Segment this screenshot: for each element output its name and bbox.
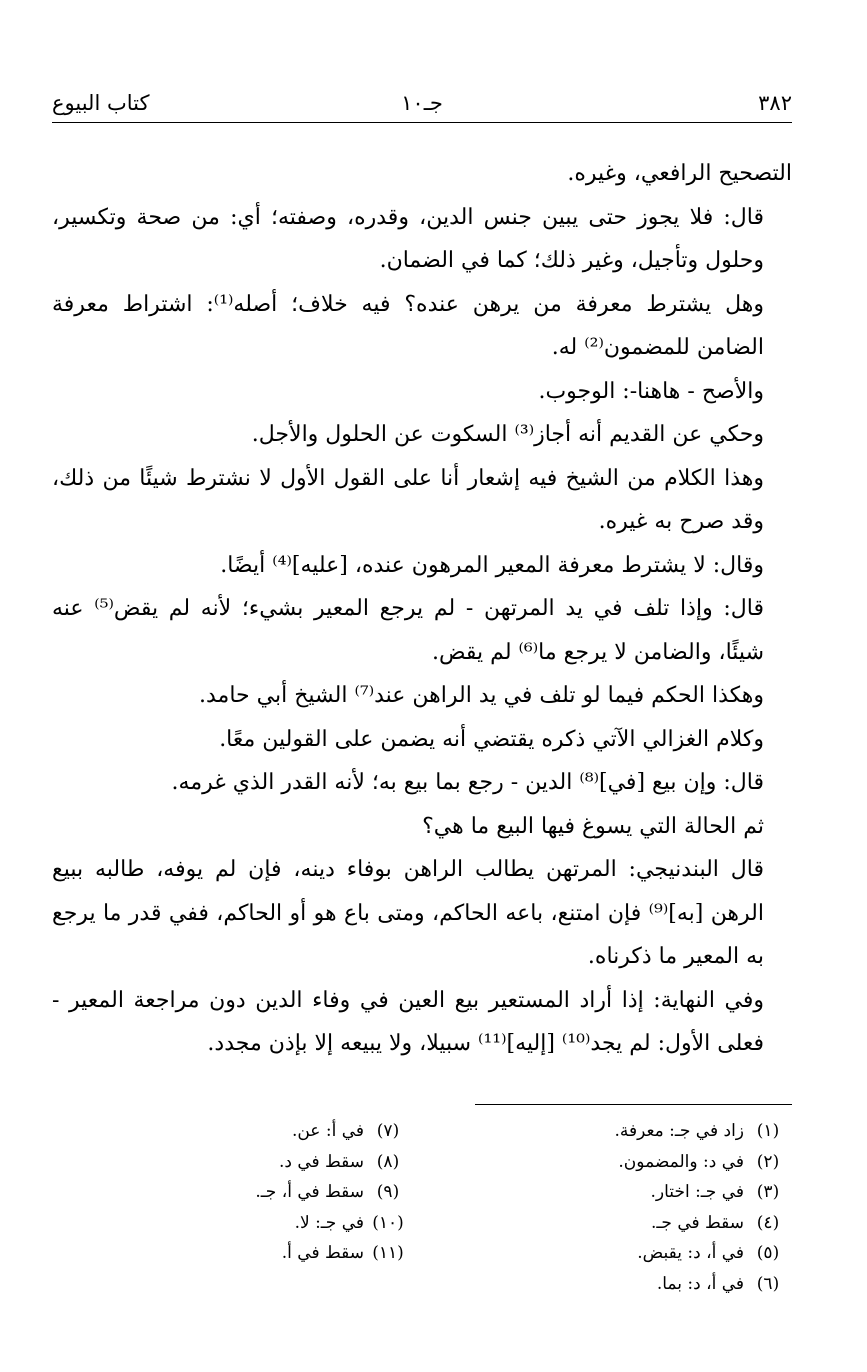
footnote [52, 1147, 412, 1178]
footnote-number: (٧) [376, 1121, 400, 1141]
footnote-text: في أ، د: يقبض. [637, 1243, 744, 1263]
paragraph: وهكذا الحكم فيما لو تلف في يد الراهن عند⁽⁷⁾ الشيخ أبي حامد. [199, 683, 764, 708]
paragraph: قال البندنيجي: المرتهن يطالب الراهن بوفاء دينه، فإن لم يوفه، طالبه ببيع الرهن [به]⁽⁹⁾ فإن امتنع، باعه الحاكم، ومتى باع هو أو الحاكم، ففي قدر ما يرجع به المعير ما ذكرناه. [52, 857, 764, 969]
footnote [432, 1116, 792, 1147]
paragraph: وقال: لا يشترط معرفة المعير المرهون عنده، [عليه]⁽⁴⁾ أيضًا. [220, 552, 764, 578]
running-header [52, 86, 792, 120]
header-rule [52, 122, 792, 123]
paragraph: وهل يشترط معرفة من يرهن عنده؟ فيه خلاف؛ أصله⁽¹⁾: اشتراط معرفة الضامن للمضمون⁽²⁾ له. [52, 291, 764, 360]
footnote [52, 1238, 412, 1269]
footnote-number: (٩) [376, 1182, 400, 1202]
footnote [52, 1177, 412, 1208]
footnote [432, 1147, 792, 1178]
footnote [432, 1177, 792, 1208]
main-text [52, 152, 792, 1066]
paragraph: قال: فلا يجوز حتى يبين جنس الدين، وقدره، وصفته؛ أي: من صحة وتكسير، وحلول وتأجيل، وغير ذلك؛ كما في الضمان. [52, 204, 764, 273]
paragraph: التصحيح الرافعي، وغيره. [567, 161, 792, 186]
footnote-number: (١٠) [372, 1212, 404, 1233]
footnote [432, 1238, 792, 1269]
footnote-text: في د: والمضمون. [618, 1151, 744, 1172]
footnote [52, 1208, 412, 1239]
footnote-number: (٤) [756, 1212, 780, 1233]
footnote [52, 1116, 412, 1147]
footnote-text: في جـ: اختار. [650, 1182, 744, 1202]
footnote-text: في أ: عن. [291, 1121, 364, 1141]
paragraph: وحكي عن القديم أنه أجاز⁽³⁾ السكوت عن الحلول والأجل. [251, 422, 764, 447]
footnote-text: سقط في د. [278, 1151, 364, 1172]
volume-label: جـ١٠ [401, 91, 443, 115]
footnote-text: سقط في أ، جـ. [255, 1182, 364, 1202]
footnote-number: (١) [756, 1121, 780, 1141]
paragraph: وهذا الكلام من الشيخ فيه إشعار أنا على القول الأول لا نشترط شيئًا من ذلك، وقد صرح به غيره. [52, 465, 764, 534]
paragraph: قال: وإذا تلف في يد المرتهن - لم يرجع المعير بشيء؛ لأنه لم يقض⁽⁵⁾ عنه شيئًا، والضامن لا يرجع ما⁽⁶⁾ لم يقض. [52, 596, 764, 665]
footnote-text: في أ، د: بما. [656, 1273, 744, 1294]
footnote-number: (٨) [376, 1151, 400, 1172]
footnote-text: زاد في جـ: معرفة. [614, 1121, 744, 1141]
footnote-text: سقط في جـ. [651, 1212, 744, 1233]
footnote [432, 1269, 792, 1300]
footnote-number: (٢) [756, 1151, 780, 1172]
footnotes-column-right [432, 1116, 792, 1299]
footnote-number: (٣) [756, 1182, 780, 1202]
footnotes-column-left [52, 1116, 412, 1269]
book-title: كتاب البيوع [52, 91, 150, 115]
paragraph: وكلام الغزالي الآتي ذكره يقتضي أنه يضمن على القولين معًا. [219, 726, 764, 752]
page-number: ٣٨٢ [758, 91, 792, 115]
paragraph: والأصح - هاهنا-: الوجوب. [538, 378, 764, 404]
footnote-text: في جـ: لا. [294, 1212, 364, 1233]
footnote-number: (٥) [756, 1243, 780, 1263]
footnote-text: سقط في أ. [281, 1243, 364, 1263]
footnote-rule [475, 1104, 792, 1105]
footnote-number: (١١) [372, 1243, 404, 1263]
paragraph: وفي النهاية: إذا أراد المستعير بيع العين في وفاء الدين دون مراجعة المعير - فعلى الأول: لم يجد⁽¹⁰⁾ [إليه]⁽¹¹⁾ سبيلا، ولا يبيعه إلا بإذن مجدد. [52, 987, 764, 1056]
footnote-number: (٦) [756, 1273, 780, 1294]
footnote [432, 1208, 792, 1239]
paragraph: قال: وإن بيع [في]⁽⁸⁾ الدين - رجع بما بيع به؛ لأنه القدر الذي غرمه. [171, 770, 764, 795]
footnotes [52, 1116, 792, 1316]
paragraph: ثم الحالة التي يسوغ فيها البيع ما هي؟ [422, 813, 764, 839]
